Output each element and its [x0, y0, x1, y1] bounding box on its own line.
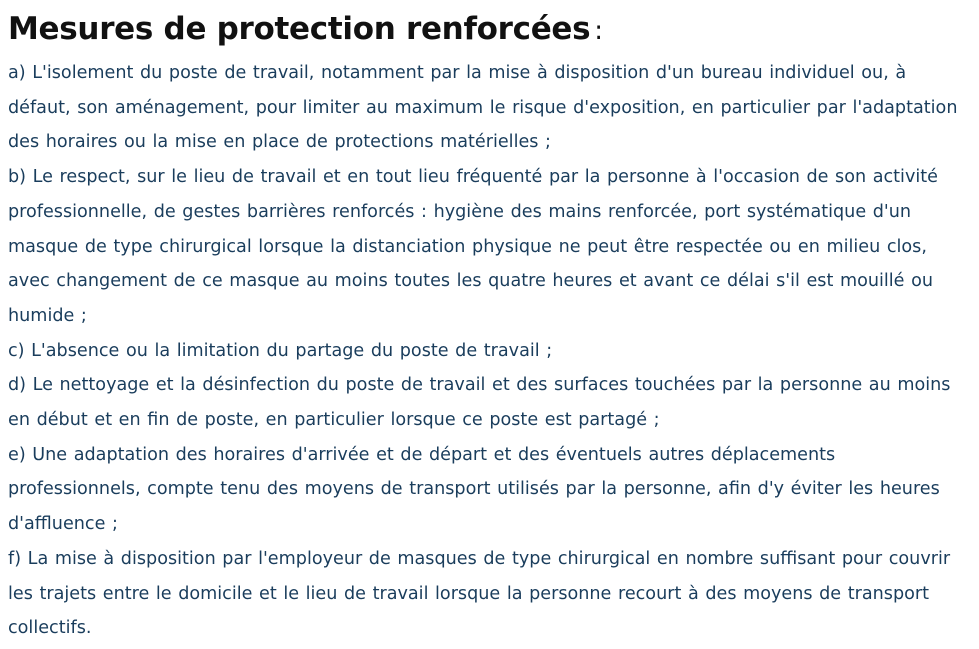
- measure-item-b: b) Le respect, sur le lieu de travail et en tout lieu fréquenté par la personne à l'occasion de son activité professionnelle, de gestes barrières renforcés : hygiène des mains renforcée, port systématique d'un masque de type chirurgical lorsque la distanciation physique ne peut être respectée ou en milieu clos, avec changement de ce masque au moins toutes les quatre heures et avant ce délai s'il est mouillé ou humide ;: [8, 167, 938, 326]
- measures-list: [8, 56, 970, 646]
- title-text: Mesures de protection renforcées: [8, 11, 591, 47]
- measure-item-e: e) Une adaptation des horaires d'arrivée et de départ et des éventuels autres déplacements professionnels, compte tenu des moyens de transport utilisés par la personne, afin d'y éviter les heures d'affluence ;: [8, 444, 940, 535]
- document: [8, 0, 970, 646]
- measure-item-c: c) L'absence ou la limitation du partage du poste de travail ;: [8, 340, 553, 361]
- measure-item-d: d) Le nettoyage et la désinfection du poste de travail et des surfaces touchées par la personne au moins en début et en fin de poste, en particulier lorsque ce poste est partagé ;: [8, 375, 951, 431]
- page-title: [8, 0, 970, 56]
- measure-item-f: f) La mise à disposition par l'employeur de masques de type chirurgical en nombre suffisant pour couvrir les trajets entre le domicile et le lieu de travail lorsque la personne recourt à des moyens de transport collectifs.: [8, 548, 951, 639]
- title-colon: :: [594, 16, 603, 46]
- measure-item-a: a) L'isolement du poste de travail, notamment par la mise à disposition d'un bureau individuel ou, à défaut, son aménagement, pour limiter au maximum le risque d'exposition, en particulier par l'adaptation des horaires ou la mise en place de protections matérielles ;: [8, 63, 958, 153]
